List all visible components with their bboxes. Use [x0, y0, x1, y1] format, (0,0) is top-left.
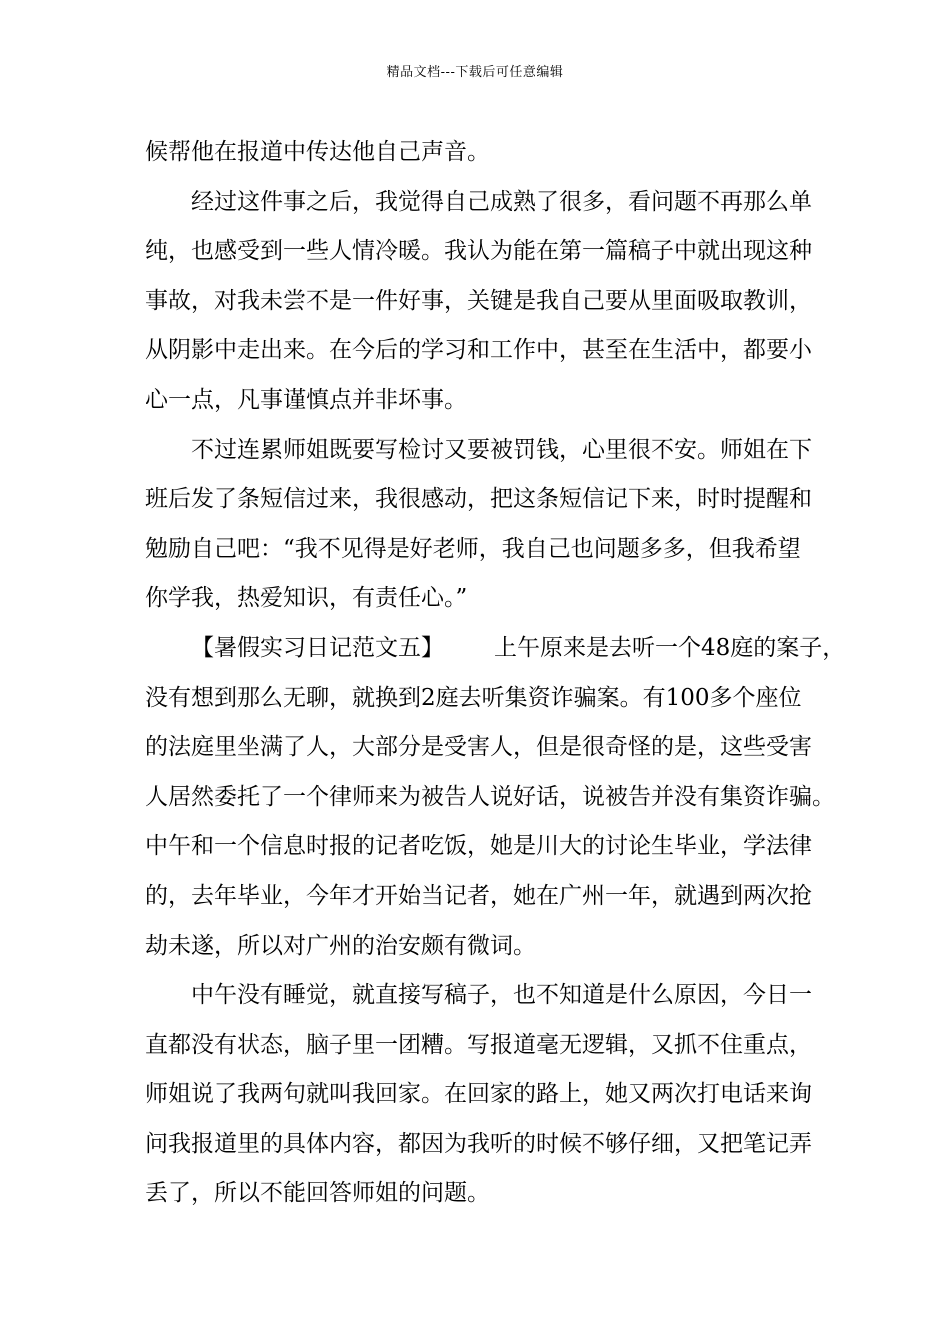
text-line: 纯，也感受到一些人情冷暖。我认为能在第一篇稿子中就出现这种 — [145, 238, 812, 265]
text-line: 直都没有状态，脑子里一团糟。写报道毫无逻辑，又抓不住重点， — [145, 1031, 812, 1058]
paragraph — [145, 971, 825, 1219]
text-line: 劫未遂，所以对广州的治安颇有微词。 — [145, 932, 536, 959]
text-line: 从阴影中走出来。在今后的学习和工作中，甚至在生活中，都要小 — [145, 337, 812, 364]
paragraph — [145, 624, 846, 971]
page-header: 精品文档---下载后可任意编辑 — [386, 65, 564, 80]
text-line: 心一点，凡事谨慎点并非坏事。 — [145, 386, 467, 413]
paragraph — [145, 178, 825, 426]
text-line: 事故，对我未尝不是一件好事，关键是我自己要从里面吸取教训， — [145, 287, 812, 314]
document-body — [145, 128, 846, 1219]
text-line: 中午和一个信息时报的记者吃饭，她是川大的讨论生毕业，学法律 — [145, 833, 812, 860]
paragraph — [145, 128, 825, 178]
text-line: 勉励自己吧：“我不见得是好老师，我自己也问题多多，但我希望 — [145, 535, 801, 562]
text-line: 问我报道里的具体内容，都因为我听的时候不够仔细，又把笔记弄 — [145, 1130, 812, 1157]
text-line: 不过连累师姐既要写检讨又要被罚钱，心里很不安。师姐在下 — [191, 436, 812, 463]
text-line: 没有想到那么无聊，就换到2庭去听集资诈骗案。有100多个座位 — [145, 684, 802, 711]
text-line: 丢了，所以不能回答师姐的问题。 — [145, 1180, 490, 1207]
text-line: 人居然委托了一个律师来为被告人说好话，说被告并没有集资诈骗。 — [145, 783, 835, 810]
text-line: 师姐说了我两句就叫我回家。在回家的路上，她又两次打电话来询 — [145, 1081, 812, 1108]
text-line: 的，去年毕业，今年才开始当记者，她在广州一年，就遇到两次抢 — [145, 882, 812, 909]
text-line — [145, 624, 846, 674]
text-line: 的法庭里坐满了人，大部分是受害人，但是很奇怪的是，这些受害 — [145, 734, 812, 761]
section-heading: 【暑假实习日记范文五】 — [191, 634, 444, 661]
heading-rest-text: 上午原来是去听一个48庭的案子， — [494, 634, 846, 661]
paragraph — [145, 426, 825, 624]
text-line: 班后发了条短信过来，我很感动，把这条短信记下来，时时提醒和 — [145, 486, 812, 513]
text-line: 经过这件事之后，我觉得自己成熟了很多，看问题不再那么单 — [191, 188, 812, 215]
text-line: 候帮他在报道中传达他自己声音。 — [145, 139, 490, 165]
text-line: 中午没有睡觉，就直接写稿子，也不知道是什么原因，今日一 — [191, 982, 812, 1009]
text-line: 你学我，热爱知识，有责任心。” — [145, 585, 468, 612]
